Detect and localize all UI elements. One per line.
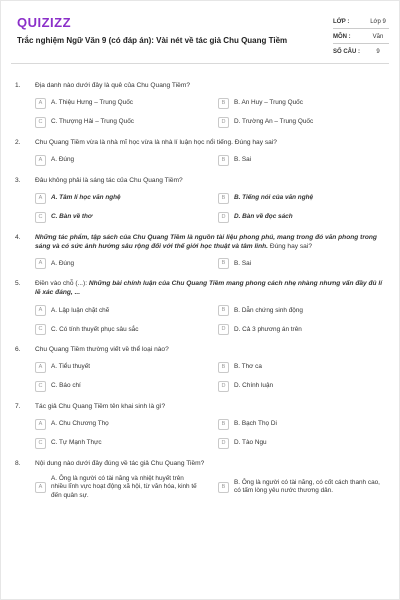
- question-text: [35, 403, 383, 412]
- answer-option-c[interactable]: [35, 323, 200, 336]
- question-header: [15, 234, 383, 252]
- meta-key: LỚP :: [333, 18, 350, 25]
- option-letter-box[interactable]: B: [218, 419, 229, 430]
- question-text: [35, 177, 383, 186]
- option-label: A. Đúng: [51, 259, 75, 267]
- question-number: 1.: [15, 82, 21, 89]
- answer-option-d[interactable]: [218, 437, 383, 450]
- option-label: C. Báo chí: [51, 382, 81, 390]
- answer-option-a[interactable]: [35, 257, 200, 270]
- answer-option-b[interactable]: [218, 192, 383, 205]
- question-number: 2.: [15, 138, 21, 146]
- answer-options: [35, 257, 383, 270]
- question-list: [1, 64, 399, 500]
- option-label: D. Trường An – Trung Quốc: [234, 118, 314, 126]
- question-header: [15, 139, 383, 148]
- option-label: D. Tào Ngu: [234, 439, 267, 447]
- meta-info: [333, 15, 389, 58]
- option-letter-box[interactable]: A: [35, 155, 46, 166]
- option-letter-box[interactable]: A: [35, 193, 46, 204]
- meta-row-grade: [333, 15, 389, 28]
- question-header: [15, 280, 383, 298]
- option-letter-box[interactable]: B: [218, 305, 229, 316]
- option-letter-box[interactable]: D: [218, 438, 229, 449]
- option-label: A. Tiểu thuyết: [51, 363, 91, 371]
- question-number: 4.: [15, 233, 21, 241]
- answer-options: [35, 97, 383, 129]
- meta-value: Lớp 9: [370, 18, 386, 25]
- question-number: 8.: [15, 460, 21, 468]
- answer-option-a[interactable]: [35, 304, 200, 317]
- option-letter-box[interactable]: A: [35, 305, 46, 316]
- option-letter-box[interactable]: C: [35, 212, 46, 223]
- question-text-main: Những tác phẩm, tập sách của Chu Quang Tiềm là nguồn tài liệu phong phú, mang trong đó văn phong trong sáng và có sức ảnh hưởng sâu rộng đối với thế giới học thuật và tâm linh.: [35, 233, 377, 250]
- option-label: C. Thượng Hải – Trung Quốc: [51, 118, 134, 126]
- question-text: [35, 82, 383, 91]
- answer-option-c[interactable]: [35, 380, 200, 393]
- question-number: 5.: [15, 280, 21, 288]
- meta-row-count: [333, 45, 389, 58]
- question-header: [15, 177, 383, 186]
- answer-option-b[interactable]: [218, 257, 383, 270]
- question-4: [15, 234, 383, 271]
- meta-row-subject: [333, 30, 389, 43]
- answer-options: [35, 154, 383, 167]
- question-7: [15, 403, 383, 450]
- question-text-main: Chu Quang Tiềm thường viết về thể loại nào?: [35, 346, 169, 354]
- question-text-main: Những bài chính luận của Chu Quang Tiềm mang phong cách nhẹ nhàng nhưng vấn đầy đủ lí lẽ xác đáng, ...: [35, 280, 383, 297]
- question-text-main: Địa danh nào dưới đây là quê của Chu Quang Tiềm?: [35, 82, 190, 89]
- option-label: B. Tiếng nói của văn nghệ: [234, 194, 314, 201]
- meta-separator: [333, 28, 389, 29]
- answer-option-a[interactable]: [35, 97, 200, 110]
- meta-value: 9: [376, 48, 380, 55]
- meta-separator: [333, 43, 389, 44]
- option-letter-box[interactable]: B: [218, 258, 229, 269]
- option-label: B. An Huy – Trung Quốc: [234, 99, 303, 107]
- answer-option-d[interactable]: [218, 211, 383, 224]
- option-label: D. Chính luận: [234, 382, 274, 390]
- option-label: C. Có tính thuyết phục sâu sắc: [51, 325, 139, 333]
- answer-option-b[interactable]: [218, 475, 383, 500]
- question-number: 7.: [15, 403, 21, 411]
- option-label: D. Cả 3 phương án trên: [234, 325, 302, 333]
- option-letter-box[interactable]: D: [218, 381, 229, 392]
- option-label: C. Tự Mạnh Thực: [51, 439, 102, 447]
- question-text: [35, 234, 383, 252]
- question-header: [15, 346, 383, 355]
- option-label: A. Lập luận chặt chẽ: [51, 306, 110, 314]
- answer-option-d[interactable]: [218, 323, 383, 336]
- answer-option-c[interactable]: [35, 437, 200, 450]
- option-letter-box[interactable]: C: [35, 117, 46, 128]
- answer-option-a[interactable]: [35, 192, 200, 205]
- answer-option-a[interactable]: [35, 154, 200, 167]
- meta-key: SỐ CÂU :: [333, 48, 360, 55]
- answer-options: [35, 361, 383, 393]
- option-label: B. Dẫn chứng sinh động: [234, 306, 303, 314]
- option-letter-box[interactable]: B: [218, 482, 229, 493]
- option-label: B. Sai: [234, 259, 252, 267]
- option-letter-box[interactable]: A: [35, 258, 46, 269]
- option-letter-box[interactable]: B: [218, 193, 229, 204]
- question-header: [15, 460, 383, 469]
- answer-options: [35, 304, 383, 336]
- answer-options: [35, 192, 383, 224]
- answer-option-a[interactable]: [35, 475, 200, 500]
- option-label: B. Sai: [234, 156, 252, 164]
- answer-option-b[interactable]: [218, 154, 383, 167]
- meta-value: Văn: [372, 33, 384, 40]
- option-label: A. Chu Chương Thọ: [51, 420, 109, 428]
- option-letter-box[interactable]: C: [35, 324, 46, 335]
- option-label: A. Tâm lí học văn nghệ: [51, 194, 121, 201]
- question-text-tail: Đúng hay sai?: [268, 242, 312, 250]
- answer-option-b[interactable]: [218, 97, 383, 110]
- option-label: B. Bạch Thọ Di: [234, 420, 277, 428]
- answer-option-a[interactable]: [35, 418, 200, 431]
- question-header: [15, 82, 383, 91]
- option-letter-box[interactable]: A: [35, 482, 46, 493]
- option-letter-box[interactable]: D: [218, 117, 229, 128]
- option-letter-box[interactable]: B: [218, 98, 229, 109]
- question-number: 6.: [15, 346, 21, 354]
- question-text-main: Tác giả Chu Quang Tiềm tên khai sinh là gì?: [35, 403, 166, 411]
- option-label: D. Bàn về đọc sách: [234, 213, 293, 220]
- option-letter-box[interactable]: B: [218, 362, 229, 373]
- question-text: [35, 460, 383, 469]
- worksheet-title: Trắc nghiệm Ngữ Văn 9 (có đáp án): Vài nét về tác giả Chu Quang Tiềm: [17, 36, 288, 45]
- option-label: A. Ông là người có tài năng và nhiệt huyết trên nhiều lĩnh vực hoạt động xã hội, từ văn hóa, kinh tế đến quân sự.: [51, 474, 197, 499]
- quizizz-logo: QUIZIZZ: [17, 15, 72, 30]
- option-letter-box[interactable]: C: [35, 438, 46, 449]
- meta-key: MÔN :: [333, 33, 351, 40]
- question-5: [15, 280, 383, 336]
- question-3: [15, 177, 383, 224]
- answer-option-d[interactable]: [218, 116, 383, 129]
- answer-option-a[interactable]: [35, 361, 200, 374]
- worksheet-header: [1, 1, 399, 63]
- option-label: B. Ông là người có tài năng, có cốt cách thanh cao, có tấm lòng yêu nước thương dân.: [234, 479, 380, 495]
- answer-option-c[interactable]: [35, 116, 200, 129]
- question-text-main: Đâu không phải là sáng tác của Chu Quang Tiềm?: [35, 176, 183, 184]
- question-text-main: Nội dung nào dưới đây đúng về tác giả Chu Quang Tiềm?: [35, 460, 205, 468]
- answer-options: [35, 418, 383, 450]
- option-letter-box[interactable]: A: [35, 419, 46, 430]
- answer-option-d[interactable]: [218, 380, 383, 393]
- question-6: [15, 346, 383, 393]
- question-header: [15, 403, 383, 412]
- answer-option-c[interactable]: [35, 211, 200, 224]
- option-letter-box[interactable]: A: [35, 362, 46, 373]
- option-letter-box[interactable]: B: [218, 155, 229, 166]
- question-number: 3.: [15, 176, 21, 184]
- answer-option-b[interactable]: [218, 361, 383, 374]
- option-label: A. Thiệu Hưng – Trung Quốc: [51, 99, 133, 107]
- option-letter-box[interactable]: D: [218, 324, 229, 335]
- question-text: [35, 139, 383, 148]
- question-text-lead: Điền vào chỗ (...):: [35, 280, 89, 288]
- option-label: A. Đúng: [51, 156, 75, 164]
- question-text-main: Chu Quang Tiềm vừa là nhà mĩ học vừa là nhà lí luận học nổi tiếng. Đúng hay sai?: [35, 138, 277, 146]
- answer-option-b[interactable]: [218, 304, 383, 317]
- option-label: C. Bàn về thơ: [51, 213, 93, 220]
- answer-options: [35, 475, 383, 500]
- option-letter-box[interactable]: A: [35, 98, 46, 109]
- question-2: [15, 139, 383, 167]
- option-letter-box[interactable]: C: [35, 381, 46, 392]
- option-label: B. Thơ ca: [234, 363, 262, 371]
- question-text: [35, 346, 383, 355]
- question-text: [35, 280, 383, 298]
- option-letter-box[interactable]: D: [218, 212, 229, 223]
- question-8: [15, 460, 383, 500]
- answer-option-b[interactable]: [218, 418, 383, 431]
- question-1: [15, 82, 383, 129]
